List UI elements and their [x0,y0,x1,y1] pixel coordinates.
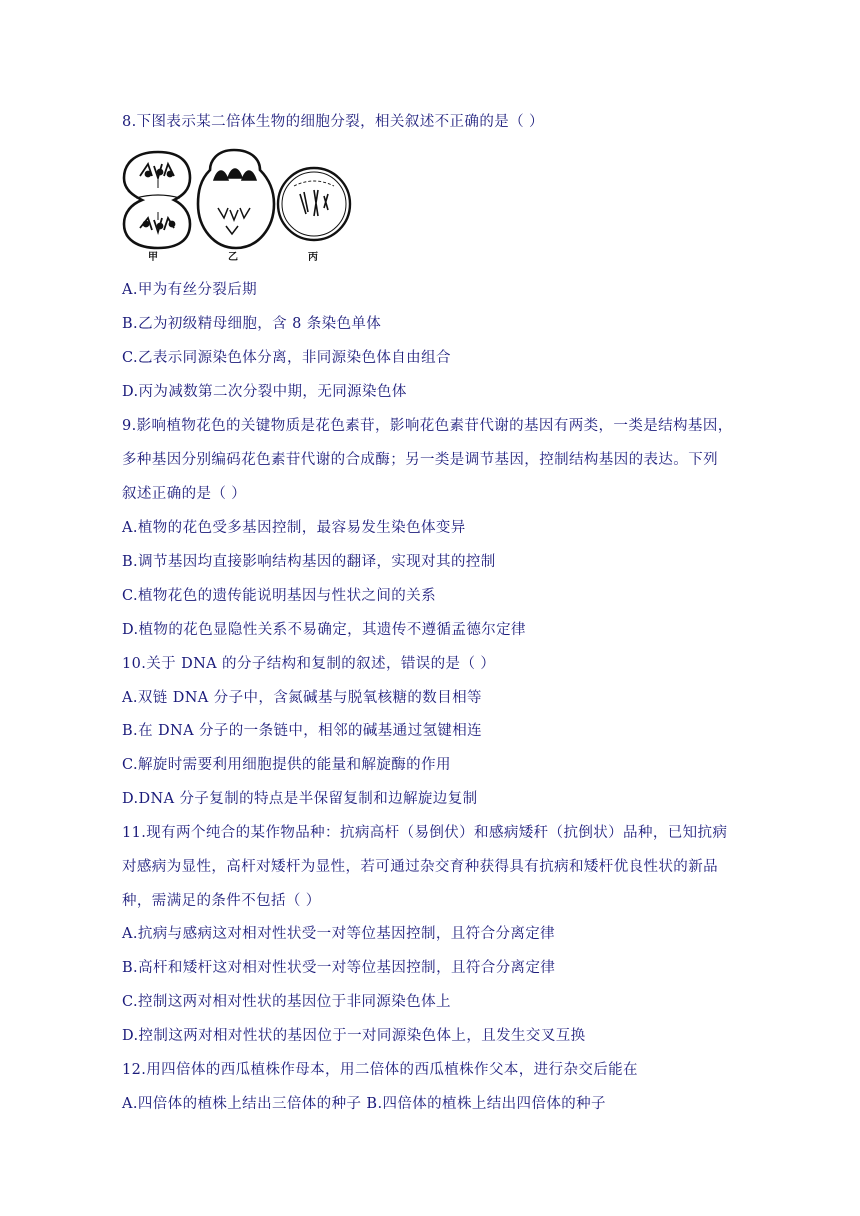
cell-yi-chromosomes [214,169,256,234]
q10-option-a: A.双链 DNA 分子中，含氮碱基与脱氧核糖的数目相等 [122,690,482,706]
q12-stem: 12.用四倍体的西瓜植株作母本，用二倍体的西瓜植株作父本，进行杂交后能在 [122,1062,638,1078]
q11-stem-line-3: 种，需满足的条件不包括（ ） [122,893,321,909]
cell-yi [198,150,274,248]
q9-stem-line-1: 9.影响植物花色的关键物质是花色素苷，影响花色素苷代谢的基因有两类，一类是结构基因， [122,418,733,434]
q8-stem: 8.下图表示某二倍体生物的细胞分裂，相关叙述不正确的是（ ） [122,114,544,130]
q9-option-c: C.植物花色的遗传能说明基因与性状之间的关系 [122,588,436,604]
cell-jia [124,152,190,248]
q10-option-b: B.在 DNA 分子的一条链中，相邻的碱基通过氢键相连 [122,723,483,739]
q10-stem: 10.关于 DNA 的分子结构和复制的叙述，错误的是（ ） [122,656,496,672]
q9-option-b: B.调节基因均直接影响结构基因的翻译，实现对其的控制 [122,554,496,570]
cell-bing [278,168,350,240]
q11-stem-line-2: 对感病为显性，高杆对矮杆为显性，若可通过杂交育种获得具有抗病和矮杆优良性状的新品 [122,859,718,875]
label-bing: 丙 [308,252,318,263]
q8-option-a: A.甲为有丝分裂后期 [122,282,258,298]
q8-option-c: C.乙表示同源染色体分离，非同源染色体自由组合 [122,350,451,366]
q11-option-c: C.控制这两对相对性状的基因位于非同源染色体上 [122,994,451,1010]
q9-option-d: D.植物的花色显隐性关系不易确定，其遗传不遵循孟德尔定律 [122,622,526,638]
q9-stem-line-3: 叙述正确的是（ ） [122,486,247,502]
q11-option-d: D.控制这两对相对性状的基因位于一对同源染色体上，且发生交叉互换 [122,1028,586,1044]
cell-division-figure [118,146,354,264]
label-jia: 甲 [148,252,158,263]
q9-stem-line-2: 多种基因分别编码花色素苷代谢的合成酶；另一类是调节基因，控制结构基因的表达。下列 [122,452,718,468]
label-yi: 乙 [228,252,238,263]
q12-options-ab: A.四倍体的植株上结出三倍体的种子 B.四倍体的植株上结出四倍体的种子 [122,1096,606,1112]
cell-bing-chromosomes [294,181,334,216]
q11-stem-line-1: 11.现有两个纯合的某作物品种：抗病高杆（易倒伏）和感病矮秆（抗倒状）品种，已知抗病 [122,825,728,841]
q8-option-b: B.乙为初级精母细胞，含 8 条染色单体 [122,316,382,332]
q11-option-a: A.抗病与感病这对相对性状受一对等位基因控制，且符合分离定律 [122,926,556,942]
q11-option-b: B.高杆和矮杆这对相对性状受一对等位基因控制，且符合分离定律 [122,960,556,976]
cell-division-diagram [118,146,354,264]
q10-option-d: D.DNA 分子复制的特点是半保留复制和边解旋边复制 [122,791,478,807]
q8-option-d: D.丙为减数第二次分裂中期，无同源染色体 [122,384,407,400]
q10-option-c: C.解旋时需要利用细胞提供的能量和解旋酶的作用 [122,757,451,773]
cell-jia-chromosomes [140,164,175,232]
q9-option-a: A.植物的花色受多基因控制，最容易发生染色体变异 [122,520,466,536]
